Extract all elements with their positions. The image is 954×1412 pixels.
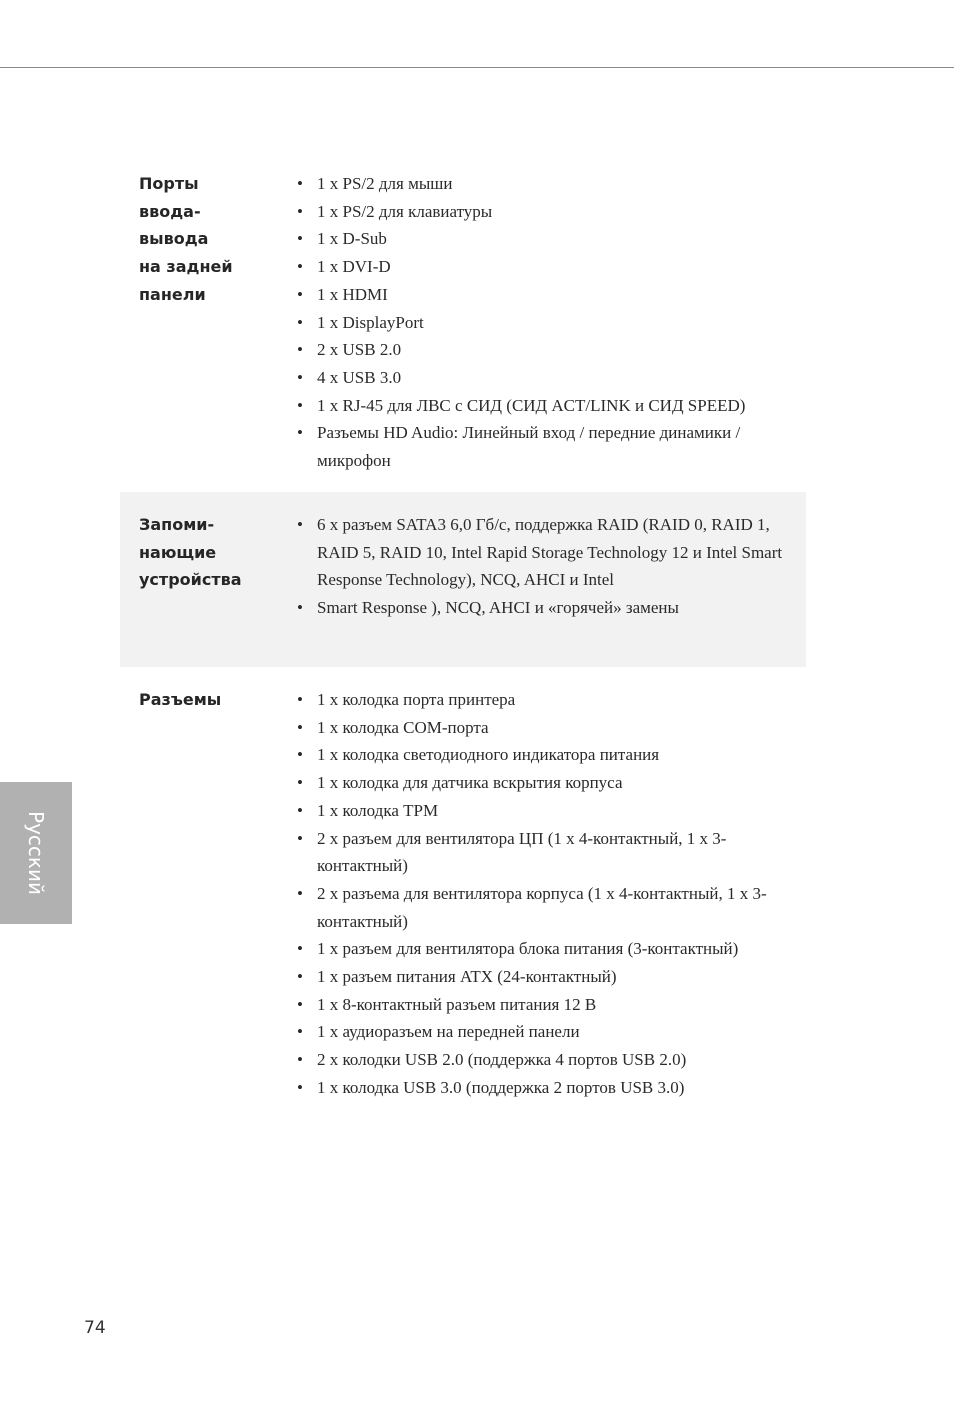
list-item: • 1 x PS/2 для мыши: [316, 170, 786, 198]
list-item: • 1 x разъем для вентилятора блока питания (3-контактный): [316, 935, 786, 963]
header-rule: [0, 67, 954, 68]
list-item: • 1 x HDMI: [316, 281, 786, 309]
list-item: • 1 x колодка порта принтера: [316, 686, 786, 714]
section-title-line: Разъемы: [139, 690, 222, 709]
list-item: • 1 x 8-контактный разъем питания 12 В: [316, 991, 786, 1019]
list-item: • 2 x разъема для вентилятора корпуса (1 x 4-контактный, 1 x 3-контактный): [316, 880, 786, 935]
list-item: • 1 x DisplayPort: [316, 309, 786, 337]
section-title-line: вывода: [139, 229, 209, 249]
list-item: • 1 x DVI-D: [316, 253, 786, 281]
section-rear-io: [120, 170, 806, 470]
list-item: • 1 x PS/2 для клавиатуры: [316, 198, 786, 226]
list-item: • 1 x D-Sub: [316, 225, 786, 253]
page-number: 74: [84, 1318, 106, 1338]
list-item: • 2 x разъем для вентилятора ЦП (1 x 4-контактный, 1 x 3-контактный): [316, 825, 786, 880]
list-item: • 1 x RJ-45 для ЛВС с СИД (СИД ACT/LINK и СИД SPEED): [316, 392, 786, 420]
section-connectors: [120, 686, 806, 1106]
list-item: • 1 x колодка для датчика вскрытия корпуса: [316, 769, 786, 797]
section-title-line: Запоми-: [139, 515, 215, 534]
section-title-line: нающие: [139, 542, 217, 562]
list-item: • 6 x разъем SATA3 6,0 Гб/с, поддержка RAID (RAID 0, RAID 1, RAID 5, RAID 10, Intel Rapid Storage Technology 12 и Intel Smart Response Technology), NCQ, AHCI и Intel: [316, 511, 786, 594]
list-item: • 1 x разъем питания ATX (24-контактный): [316, 963, 786, 991]
section-title-line: устройства: [139, 570, 242, 590]
section-title: [139, 170, 233, 309]
bullet-list: [316, 170, 786, 475]
bullet-list: [316, 511, 786, 622]
list-item: • 4 x USB 3.0: [316, 364, 786, 392]
list-item: • Разъемы HD Audio: Линейный вход / передние динамики / микрофон: [316, 419, 786, 474]
section-title-line: ввода-: [139, 201, 201, 221]
section-title-line: Порты: [139, 174, 199, 193]
section-title-line: на задней: [139, 257, 233, 277]
list-item: • 1 x колодка USB 3.0 (поддержка 2 портов USB 3.0): [316, 1074, 786, 1102]
section-title: [139, 511, 242, 594]
list-item: • 1 x аудиоразъем на передней панели: [316, 1018, 786, 1046]
language-tab-label: Русский: [24, 811, 48, 895]
list-item: • 2 x колодки USB 2.0 (поддержка 4 портов USB 2.0): [316, 1046, 786, 1074]
section-storage: [120, 492, 806, 667]
list-item: • 1 x колодка COM-порта: [316, 714, 786, 742]
section-title-line: панели: [139, 284, 206, 304]
list-item: • 2 x USB 2.0: [316, 336, 786, 364]
section-title: [139, 686, 221, 714]
bullet-list: [316, 686, 786, 1102]
list-item: • 1 x колодка светодиодного индикатора питания: [316, 741, 786, 769]
language-tab: [0, 782, 72, 924]
list-item: • Smart Response ), NCQ, AHCI и «горячей» замены: [316, 594, 786, 622]
list-item: • 1 x колодка TPM: [316, 797, 786, 825]
